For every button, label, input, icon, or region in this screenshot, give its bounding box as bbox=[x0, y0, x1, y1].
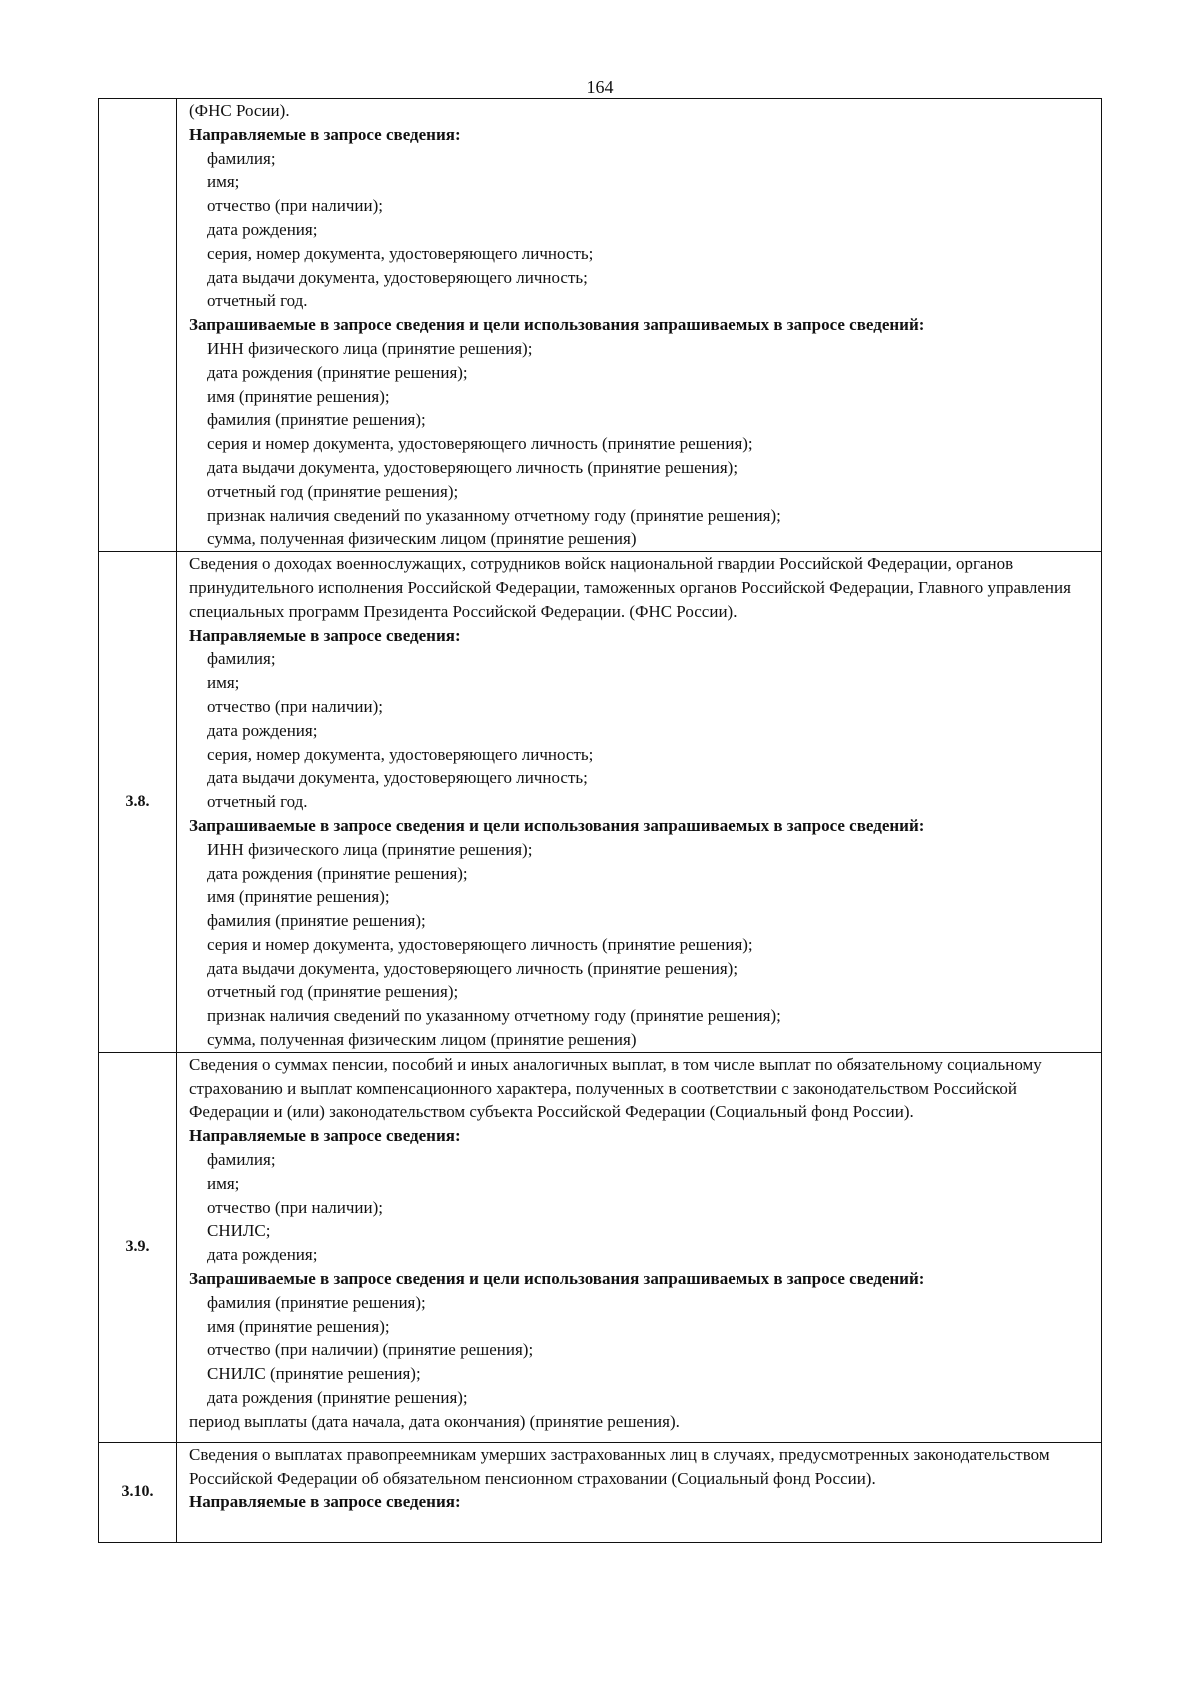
list-item: дата выдачи документа, удостоверяющего личность; bbox=[207, 267, 588, 287]
list-item: фамилия; bbox=[207, 148, 276, 168]
list-item: отчетный год (принятие решения); bbox=[207, 481, 459, 501]
list-item: отчество (при наличии); bbox=[207, 196, 383, 216]
list-item: фамилия (принятие решения); bbox=[207, 1292, 426, 1312]
list-item: сумма, полученная физическим лицом (принятие решения) bbox=[207, 529, 637, 549]
row-number: 3.8. bbox=[99, 552, 177, 1053]
list-item: имя (принятие решения); bbox=[207, 887, 390, 907]
list-item: фамилия (принятие решения); bbox=[207, 911, 426, 931]
requested-heading: Запрашиваемые в запросе сведения и цели использования запрашиваемых в запросе сведений: bbox=[189, 815, 925, 835]
sent-heading: Направляемые в запросе сведения: bbox=[189, 1126, 461, 1146]
list-item: дата выдачи документа, удостоверяющего личность (принятие решения); bbox=[207, 457, 739, 477]
list-item: отчество (при наличии); bbox=[207, 696, 383, 716]
sent-heading: Направляемые в запросе сведения: bbox=[189, 124, 461, 144]
list-item: дата рождения; bbox=[207, 219, 318, 239]
list-item: СНИЛС; bbox=[207, 1221, 271, 1241]
requested-heading: Запрашиваемые в запросе сведения и цели использования запрашиваемых в запросе сведений: bbox=[189, 1269, 925, 1289]
list-item: дата рождения (принятие решения); bbox=[207, 863, 468, 883]
table-row bbox=[99, 1052, 1102, 1442]
list-item: дата рождения (принятие решения); bbox=[207, 362, 468, 382]
list-item: дата выдачи документа, удостоверяющего личность (принятие решения); bbox=[207, 958, 739, 978]
list-item: фамилия (принятие решения); bbox=[207, 410, 426, 430]
list-item: серия и номер документа, удостоверяющего личность (принятие решения); bbox=[207, 434, 753, 454]
table-row bbox=[99, 99, 1102, 552]
list-item: имя; bbox=[207, 1173, 240, 1193]
list-item: дата рождения; bbox=[207, 1245, 318, 1265]
list-item: серия, номер документа, удостоверяющего личность; bbox=[207, 744, 594, 764]
list-item: сумма, полученная физическим лицом (принятие решения) bbox=[207, 1030, 637, 1050]
list-item: отчество (при наличии) (принятие решения); bbox=[207, 1340, 534, 1360]
row-number: 3.9. bbox=[99, 1052, 177, 1442]
list-item: дата рождения (принятие решения); bbox=[207, 1388, 468, 1408]
list-item: отчетный год. bbox=[207, 792, 308, 812]
document-table bbox=[98, 98, 1102, 1543]
list-item: фамилия; bbox=[207, 1150, 276, 1170]
row-content bbox=[177, 1442, 1102, 1542]
requested-heading: Запрашиваемые в запросе сведения и цели использования запрашиваемых в запросе сведений: bbox=[189, 315, 925, 335]
list-item: отчество (при наличии); bbox=[207, 1197, 383, 1217]
list-item: отчетный год (принятие решения); bbox=[207, 982, 459, 1002]
list-item: отчетный год. bbox=[207, 291, 308, 311]
sent-heading: Направляемые в запросе сведения: bbox=[189, 1492, 461, 1512]
closing-line: период выплаты (дата начала, дата окончания) (принятие решения). bbox=[189, 1411, 680, 1431]
table-row bbox=[99, 1442, 1102, 1542]
list-item: ИНН физического лица (принятие решения); bbox=[207, 839, 533, 859]
list-item: имя (принятие решения); bbox=[207, 1316, 390, 1336]
row-number bbox=[99, 99, 177, 552]
table-row bbox=[99, 552, 1102, 1053]
list-item: серия, номер документа, удостоверяющего личность; bbox=[207, 243, 594, 263]
row-content bbox=[177, 1052, 1102, 1442]
list-item: имя; bbox=[207, 172, 240, 192]
row-intro: Сведения о доходах военнослужащих, сотрудников войск национальной гвардии Российской Федерации, органов принудительного исполнения Российской Федерации, таможенных органов Российской Федерации, Главного управления специальных программ Президента Российской Федерации. (ФНС России). bbox=[189, 554, 1071, 621]
row-intro: Сведения о суммах пенсии, пособий и иных аналогичных выплат, в том числе выплат по обязательному социальному страхованию и выплат компенсационного характера, полученных в соответствии с законодательством Российской Федерации и (или) законодательством субъекта Российской Федерации (Социальный фонд России). bbox=[189, 1054, 1042, 1122]
list-item: СНИЛС (принятие решения); bbox=[207, 1364, 421, 1384]
list-item: признак наличия сведений по указанному отчетному году (принятие решения); bbox=[207, 1006, 781, 1026]
list-item: признак наличия сведений по указанному отчетному году (принятие решения); bbox=[207, 505, 781, 525]
list-item: имя (принятие решения); bbox=[207, 386, 390, 406]
list-item: дата выдачи документа, удостоверяющего личность; bbox=[207, 768, 588, 788]
sent-heading: Направляемые в запросе сведения: bbox=[189, 625, 461, 645]
row-intro: Сведения о выплатах правопреемникам умерших застрахованных лиц в случаях, предусмотренных законодательством Российской Федерации об обязательном пенсионном страховании (Социальный фонд России). bbox=[189, 1444, 1050, 1488]
list-item: фамилия; bbox=[207, 649, 276, 669]
list-item: имя; bbox=[207, 673, 240, 693]
row-content bbox=[177, 552, 1102, 1053]
row-content bbox=[177, 99, 1102, 552]
row-number: 3.10. bbox=[99, 1442, 177, 1542]
page-number: 164 bbox=[586, 77, 614, 97]
list-item: серия и номер документа, удостоверяющего личность (принятие решения); bbox=[207, 934, 753, 954]
list-item: дата рождения; bbox=[207, 720, 318, 740]
list-item: ИНН физического лица (принятие решения); bbox=[207, 338, 533, 358]
row-intro: (ФНС Росии). bbox=[189, 101, 290, 120]
